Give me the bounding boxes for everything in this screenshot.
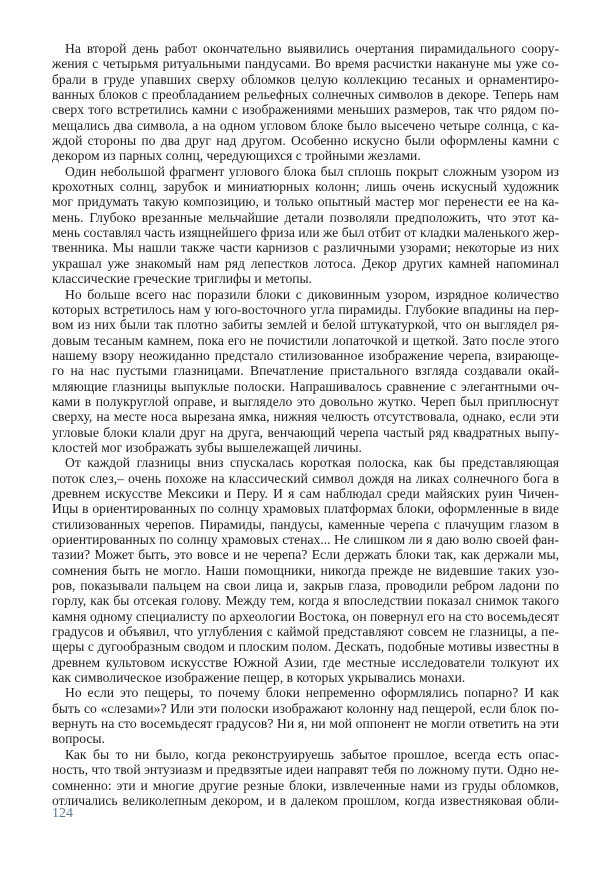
text-line: От каждой глазницы вниз спускалась короткая полоска, как бы представляющая — [65, 455, 559, 471]
text-line: вом из них были так плотно забиты землей и белой штукатуркой, что он выглядел ря- — [52, 317, 559, 333]
text-line: вернуть на сто восемьдесят градусов? Ни я, ни мой оппонент не могли ответить на эти — [52, 716, 559, 732]
text-line: брали в груде упавших сверху обломков целую коллекцию тесаных и орнаментиро- — [52, 71, 559, 87]
text-line: ждой стороны по два друг над другом. Особенно искусно были оформлены камни с — [52, 133, 559, 149]
text-line: Но больше всего нас поразили блоки с диковинным узором, изрядное количество — [65, 286, 559, 302]
text-line: древнем искусстве Мексики и Перу. И я сам наблюдал среди майяских руин Чичен- — [52, 485, 559, 501]
text-line: щеры с дугообразным сводом и плоским полом. Дескать, подобные мотивы известны в — [52, 639, 559, 655]
text-line: клостей мог изображать зубы вышележащей личины. — [52, 439, 362, 455]
text-line: сверх того встретились камни с изображениями меньших размеров, так что рядом по- — [52, 102, 559, 118]
text-line: тазии? Может быть, это вовсе и не черепа? Если держать блоки так, как держали мы, — [52, 547, 559, 563]
text-line: вопросы. — [52, 731, 105, 747]
text-line: украшал уже знакомый нам ряд лепестков лотоса. Декор других камней напоминал — [52, 255, 559, 271]
text-line: Но если это пещеры, то почему блоки непременно оформлялись попарно? И как — [65, 685, 559, 701]
text-line: Ицы в ориентированных по солнцу храмовых платформах блоки, оформленные в виде — [52, 501, 559, 517]
text-line: го на нас пустыми глазницами. Впечатление пристального взгляда создавали окай- — [52, 363, 559, 379]
text-line: крохотных солнц, зарубок и миниатюрных колонн; лишь очень искусный художник — [52, 179, 559, 195]
text-line: довым тесаным камнем, пока его не почистили лопаточкой и щеткой. Зато после этого — [52, 332, 559, 348]
text-line: мещались два символа, а на одном угловом блоке было высечено четыре солнца, с ка- — [52, 117, 559, 133]
page-number: 124 — [52, 806, 73, 821]
paragraph — [52, 685, 559, 746]
paragraph — [52, 41, 559, 164]
text-line: Как бы то ни было, когда реконструируешь забытое прошлое, всегда есть опас- — [65, 746, 559, 762]
text-line: нашему взору неожиданно предстало стилизованное изображение черепа, взирающе- — [52, 347, 559, 363]
text-line: камня одному специалисту по археологии Востока, он повернул его на сто восемьдесят — [52, 608, 559, 624]
text-line: ванных блоков с преобладанием рельефных солнечных символов в декоре. Теперь нам — [52, 87, 559, 103]
text-line: градусов и объявил, что углубления с каймой представляют совсем не глазницы, а пе- — [52, 624, 559, 640]
text-line: твенника. Мы нашли также части карнизов с различными узорами; некоторые из них — [52, 240, 559, 256]
text-line: поток слез,– очень похоже на классический символ дождя на ликах солнечного бога в — [52, 470, 559, 486]
text-line: На второй день работ окончательно выявились очертания пирамидального соору- — [65, 41, 559, 56]
text-line: сомнения быть не могло. Наши помощники, никогда прежде не видевшие таких узо- — [52, 562, 559, 578]
text-line: жения с четырьмя ритуальными пандусами. Во время расчистки накануне мы уже со- — [52, 56, 559, 72]
text-line: мляющие глазницы выпуклые полоски. Напрашивалось сравнение с элегантными оч- — [52, 378, 559, 394]
text-line: угловые блоки клали друг на друга, венчающий черепа частый ряд квадратных выпу- — [52, 424, 559, 440]
paragraph — [52, 287, 559, 456]
text-line: ками в полукруглой оправе, и выглядело это довольно жутко. Череп был приплюснут — [52, 393, 559, 409]
text-line: как символическое изображение пещер, в которых укрывались монахи. — [52, 670, 466, 686]
text-line: отличались великолепным декором, и в далеком прошлом, когда известняковая обли- — [52, 792, 559, 808]
text-line: мог придумать такую композицию, и только опытный мастер мог перенести ее на ка- — [52, 194, 559, 210]
text-line: ров, показывали пальцем на свои лица и, закрыв глаза, проводили ребром ладони по — [52, 578, 559, 594]
paragraph — [52, 455, 559, 685]
text-line: древнем культовом искусстве Южной Азии, где местные исследователи толкуют их — [52, 654, 559, 670]
text-line: горлу, как бы отсекая голову. Между тем, когда я впоследствии показал снимок такого — [52, 593, 559, 609]
paragraph — [52, 164, 559, 287]
text-line: которых встретилось нам у юго-восточного угла пирамиды. Глубокие впадины на пер- — [52, 301, 559, 317]
text-line: декором из парных солнц, чередующихся с тройными жезлами. — [52, 148, 421, 164]
page-body-text — [52, 41, 559, 808]
text-line: стилизованных черепов. Пирамиды, пандусы, каменные черепа с плачущим глазом в — [52, 516, 559, 532]
text-line: ность, что твой энтузиазм и предвзятые идеи направят тебя по ложному пути. Одно не- — [52, 762, 559, 778]
text-line: быть со «слезами»? Или эти полоски изображают колонну над пещерой, если блок по- — [52, 700, 559, 716]
text-line: мень составлял часть изящнейшего фриза или же был отбит от кладки маленького жер- — [52, 225, 559, 241]
paragraph — [52, 747, 559, 808]
text-line: ориентированных по солнцу храмовых стенах... Не слишком ли я даю волю своей фан- — [52, 532, 559, 547]
text-line: Один небольшой фрагмент углового блока был сплошь покрыт сложным узором из — [65, 163, 559, 179]
text-line: сверху, на месте носа вырезана ямка, нижняя челюсть отсутствовала, однако, если эти — [52, 409, 559, 425]
text-line: классические греческие триглифы и метопы. — [52, 271, 313, 287]
text-line: сомненно: эти и многие другие резные блоки, извлеченные нами из груды обломков, — [52, 777, 559, 793]
text-line: мень. Глубоко врезанные мельчайшие детали позволяли предположить, что этот ка- — [52, 209, 559, 225]
